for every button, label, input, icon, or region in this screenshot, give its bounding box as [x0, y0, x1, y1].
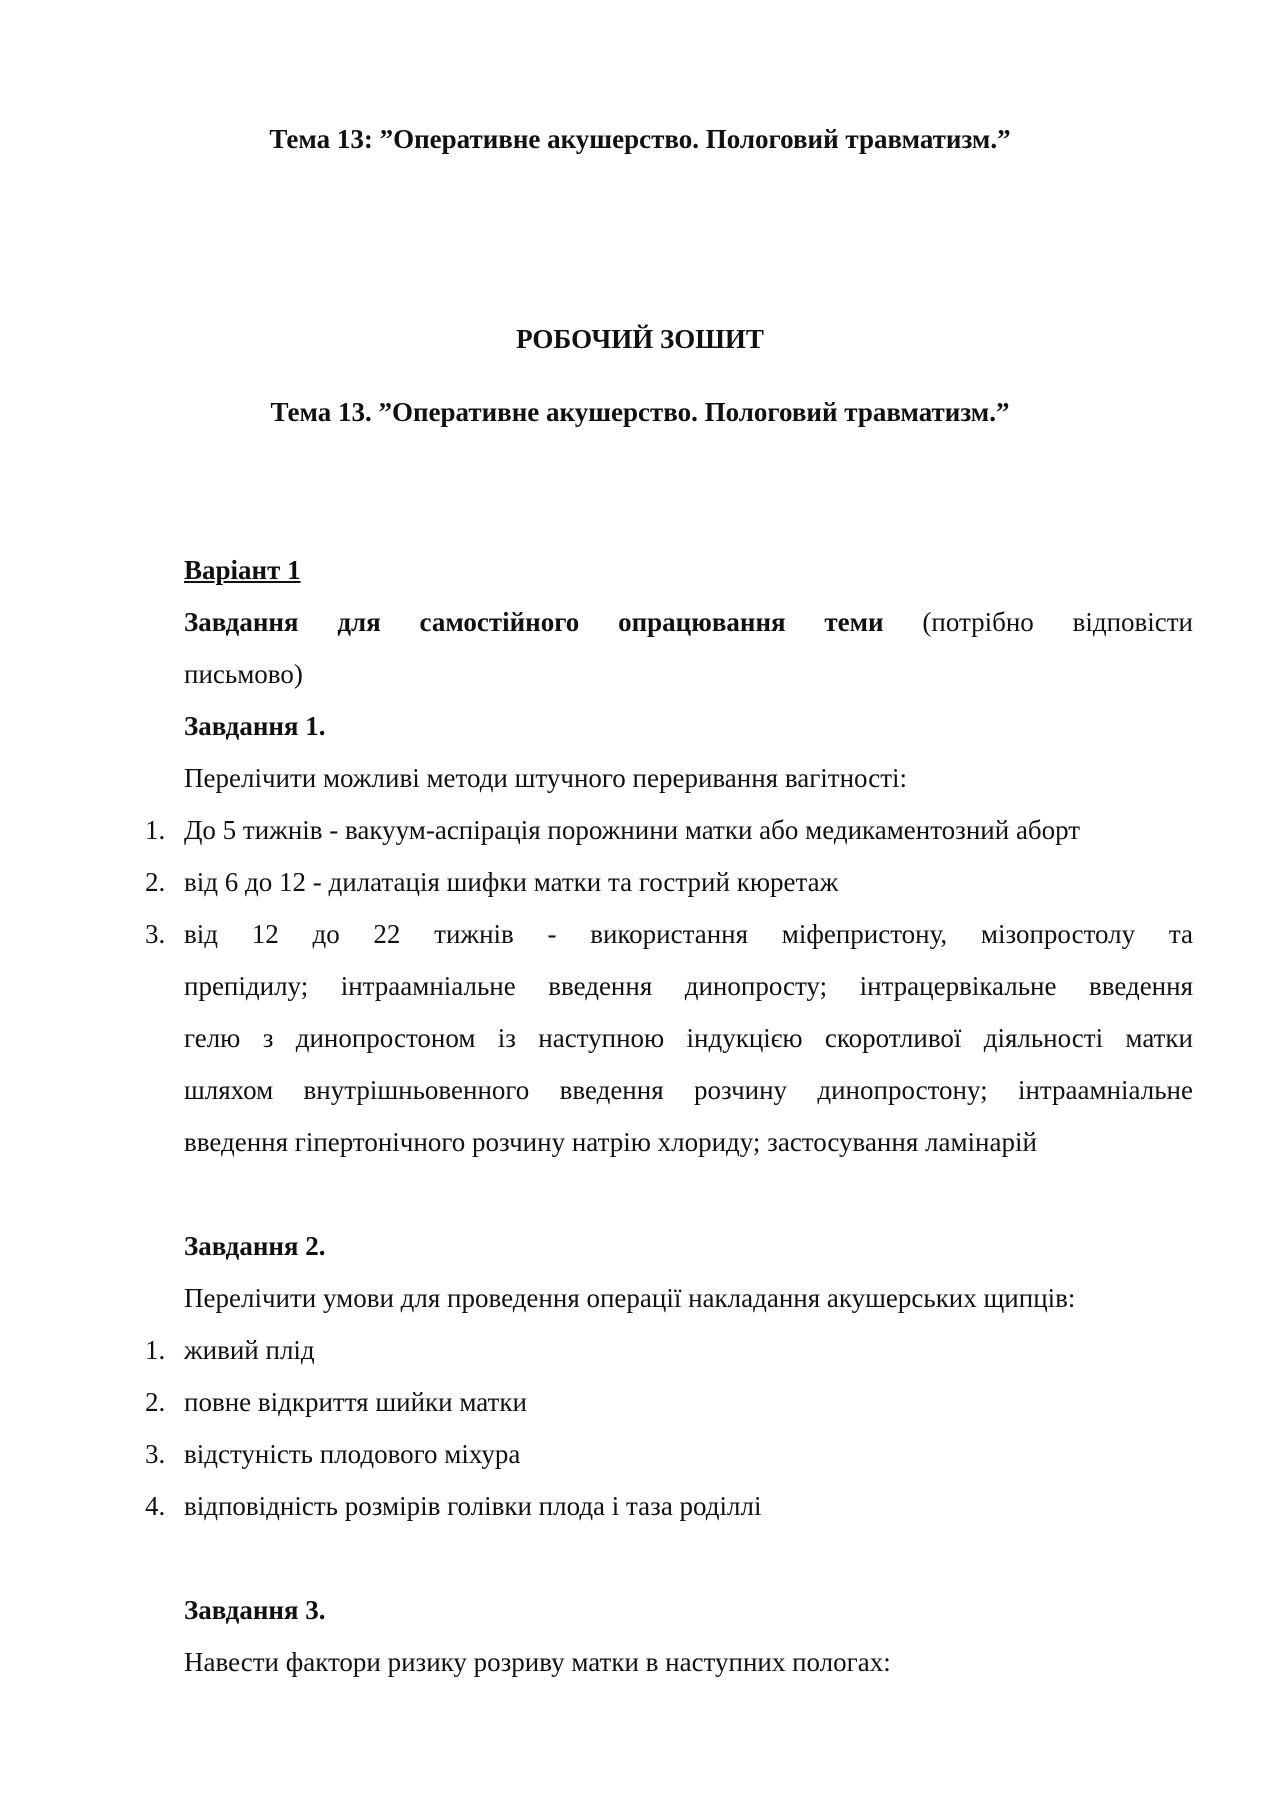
task2-item-4-number: 4.	[145, 1491, 166, 1521]
task1-item-3-line-1: від 12 до 22 тижнів - використання міфепристону, мізопростолу та	[184, 919, 1193, 949]
task1-item-1: До 5 тижнів - вакуум-аспірація порожнини матки або медикаментозний аборт	[184, 815, 1081, 845]
task1-item-3-line-3: гелю з динопростоном із наступною індукцією скоротливої діяльності матки	[184, 1023, 1193, 1053]
intro-bold: Завдання для самостійного опрацювання теми	[184, 607, 884, 637]
task2-item-3-number: 3.	[145, 1439, 166, 1469]
task2-item-2-number: 2.	[145, 1387, 166, 1417]
task2-item-2: повне відкриття шийки матки	[184, 1387, 527, 1417]
task1-item-2: від 6 до 12 - дилатація шифки матки та гострий кюретаж	[184, 867, 839, 897]
task1-item-1-number: 1.	[145, 815, 166, 845]
task2-item-4: відповідність розмірів голівки плода і таза роділлі	[184, 1491, 762, 1521]
task3-prompt: Навести фактори ризику розриву матки в наступних пологах:	[184, 1647, 891, 1677]
task1-item-3-line-4: шляхом внутрішньовенного введення розчину динопростону; інтраамніальне	[184, 1075, 1193, 1105]
task2-heading: Завдання 2.	[184, 1231, 326, 1261]
task1-prompt: Перелічити можливі методи штучного переривання вагітності:	[184, 763, 908, 793]
workbook-title: РОБОЧИЙ ЗОШИТ	[516, 324, 764, 354]
task1-heading: Завдання 1.	[184, 711, 326, 741]
intro-line-1	[184, 607, 1193, 638]
task2-item-1: живий плід	[184, 1335, 315, 1365]
intro-line-2: письмово)	[184, 659, 303, 689]
top-title: Тема 13: ”Оперативне акушерство. Пологовий травматизм.”	[269, 124, 1011, 154]
intro-rest: (потрібно відповісти	[922, 607, 1194, 637]
task2-item-1-number: 1.	[145, 1335, 166, 1365]
variant-heading: Варіант 1	[184, 555, 301, 585]
topic-title: Тема 13. ”Оперативне акушерство. Пологовий травматизм.”	[270, 397, 1010, 427]
task2-prompt: Перелічити умови для проведення операції накладання акушерських щипців:	[184, 1283, 1076, 1313]
task1-item-2-number: 2.	[145, 867, 166, 897]
task2-item-3: відстуність плодового міхура	[184, 1439, 521, 1469]
task1-item-3-line-5: введення гіпертонічного розчину натрію хлориду; застосування ламінарій	[184, 1127, 1037, 1157]
task1-item-3-number: 3.	[145, 919, 166, 949]
task1-item-3-line-2: препідилу; інтраамніальне введення динопросту; інтрацервікальне введення	[184, 971, 1193, 1001]
task3-heading: Завдання 3.	[184, 1595, 326, 1625]
